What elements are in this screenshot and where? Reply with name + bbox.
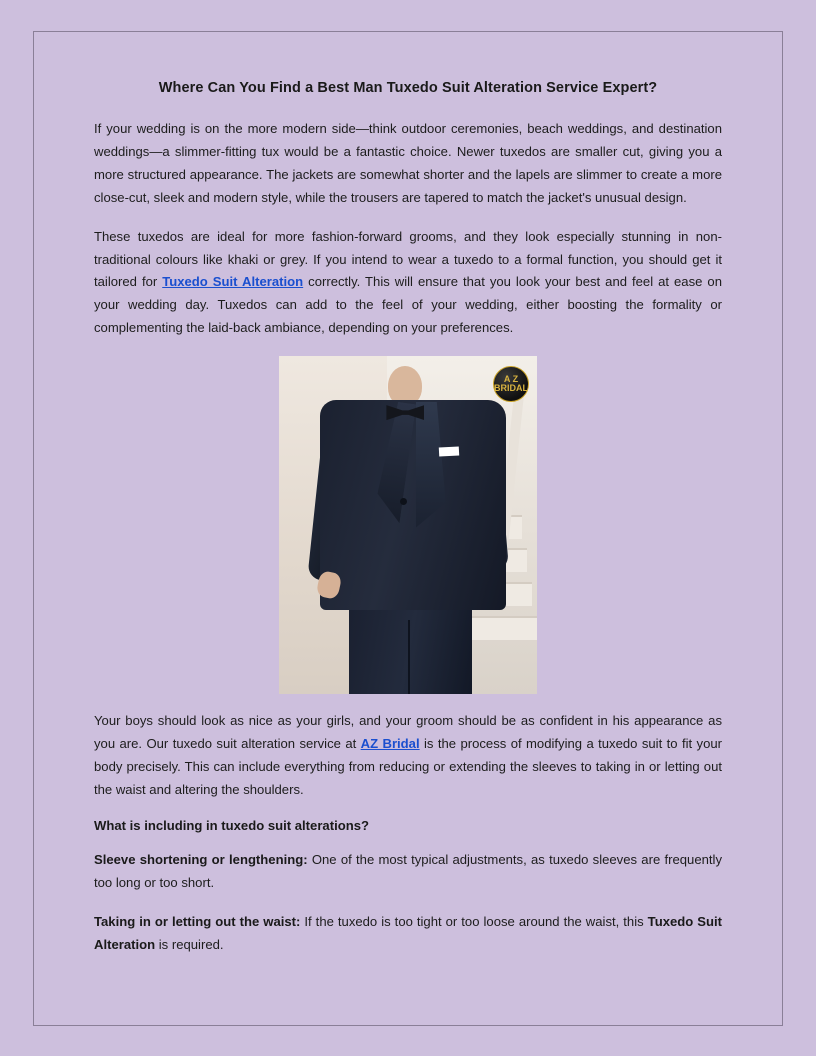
- photo-jacket: [320, 400, 506, 610]
- paragraph-2-text-after-link: correctly. This will ensure that you look your best and feel at ease on your wedding day. Tuxedos can add to the feel of your wedding, either boosting the formality or complementing the laid-back ambiance, depending on your preferences.: [94, 274, 722, 336]
- photo-pocket-square: [439, 447, 459, 457]
- paragraph-2-text-before-link: These tuxedos are ideal for more fashion-forward grooms, and they look especially stunning in non-traditional colours like khaki or grey. If you intend to wear a tuxedo to a formal function, you should get it tailored for: [94, 228, 722, 290]
- paragraph-5-text-mid: If the tuxedo is too tight or too loose around the waist, this: [300, 913, 648, 929]
- az-bridal-link[interactable]: AZ Bridal: [360, 736, 420, 752]
- paragraph-1-text: If your wedding is on the more modern side—think outdoor ceremonies, beach weddings, and destination weddings—a slimmer-fitting tux would be a fantastic choice. Newer tuxedos are smaller cut, giving you a more structured appearance. The jackets are somewhat shorter and the lapels are slimmer to create a more close-cut, sleek and modern style, while the trousers are tapered to match the jacket's unusual design.: [94, 121, 722, 205]
- page-title-text: Where Can You Find a Best Man Tuxedo Suit Alteration Service Expert?: [158, 80, 658, 96]
- photo-leg-split: [408, 620, 410, 694]
- page-title: [94, 80, 722, 96]
- az-bridal-watermark-logo: A Z BRIDAL: [493, 366, 529, 402]
- figure: [94, 356, 722, 694]
- paragraph-4-text: One of the most typical adjustments, as tuxedo sleeves are frequently too long or too short.: [94, 851, 722, 890]
- waist-alteration-label: Taking in or letting out the waist:: [94, 913, 301, 929]
- paragraph-5: [94, 911, 722, 957]
- tuxedo-photo: [279, 356, 537, 694]
- paragraph-2: [94, 226, 722, 341]
- tuxedo-suit-alteration-bold: Tuxedo Suit Alteration: [94, 913, 722, 952]
- paragraph-3: [94, 710, 722, 802]
- paragraph-1: [94, 118, 722, 210]
- tuxedo-suit-alteration-link[interactable]: Tuxedo Suit Alteration: [162, 274, 304, 290]
- paragraph-3-text-after-link: is the process of modifying a tuxedo suit to fit your body precisely. This can include everything from reducing or extending the sleeves to taking in or letting out the waist and altering the shoulders.: [94, 736, 722, 797]
- sleeve-alteration-label: Sleeve shortening or lengthening:: [94, 851, 308, 867]
- document-content: [94, 80, 722, 956]
- paragraph-3-text-before-link: Your boys should look as nice as your girls, and your groom should be as confident in his appearance as you are. Our tuxedo suit alteration service at: [94, 713, 722, 752]
- paragraph-5-text-end: is required.: [155, 936, 224, 952]
- section-subheading: What is including in tuxedo suit alterations?: [94, 817, 369, 833]
- paragraph-4: [94, 849, 722, 895]
